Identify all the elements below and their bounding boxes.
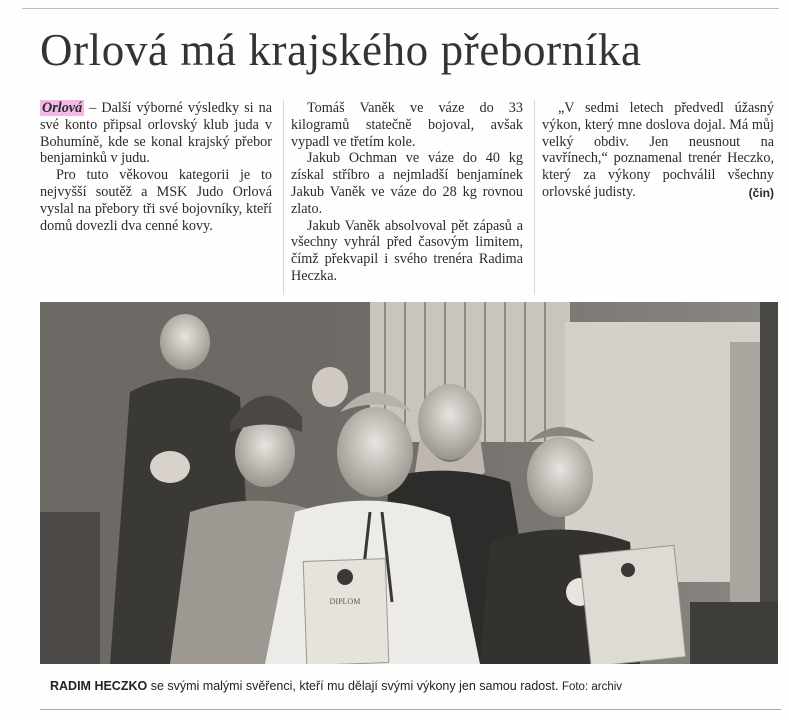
paragraph: Tomáš Vaněk ve váze do 33 kilogramů statečně bojoval, avšak vypadl ve třetím kole. [291,100,523,150]
diploma-label: DIPLOM [329,597,361,606]
photo-illustration [40,302,778,664]
article-body [40,100,775,295]
photo-caption [50,679,780,693]
bottom-rule [40,709,781,710]
team-photo [40,302,778,664]
column-2 [291,100,523,285]
headline: Orlová má krajského přeborníka [40,25,642,75]
caption-name: RADIM HECZKO [50,679,148,693]
paragraph [40,100,272,167]
column-divider [283,100,284,295]
top-rule [22,8,779,9]
column-divider [534,100,535,295]
byline: (čin) [748,185,774,200]
place-name: Orlová [42,100,83,116]
paragraph: „V sedmi letech předvedl úžasný výkon, který mne doslova dojal. Má můj velký obdiv. Jen neusnout na vavřínech,“ poznamenal trenér Heczko, který za výkony pochválil všechny orlovské judisty. [542,100,774,200]
caption-text: se svými malými svěřenci, kteří mu dělají svými výkony jen samou radost. [147,679,559,693]
column-3 [542,100,774,202]
paragraph: Jakub Vaněk absolvoval pět zápasů a všechny vyhrál před časovým limitem, čímž překvapil i svého trenéra Radima Heczka. [291,217,523,284]
paragraph: Jakub Ochman ve váze do 40 kg získal stříbro a nejmladší benjamínek Jakub Vaněk ve váze do 28 kg rovnou zlato. [291,150,523,217]
paragraph: Pro tuto věkovou kategorii je to nejvyšší soutěž a MSK Judo Orlová vyslal na přebory tři své bojovníky, kteří domů dovezli dva cenné kovy. [40,167,272,234]
column-1 [40,100,272,234]
paragraph-text: – Další výborné výsledky si na své konto připsal orlovský klub juda v Bohumíně, kde se konal krajský přebor benjaminků v judu. [40,100,272,167]
photo-credit: Foto: archiv [561,681,623,693]
